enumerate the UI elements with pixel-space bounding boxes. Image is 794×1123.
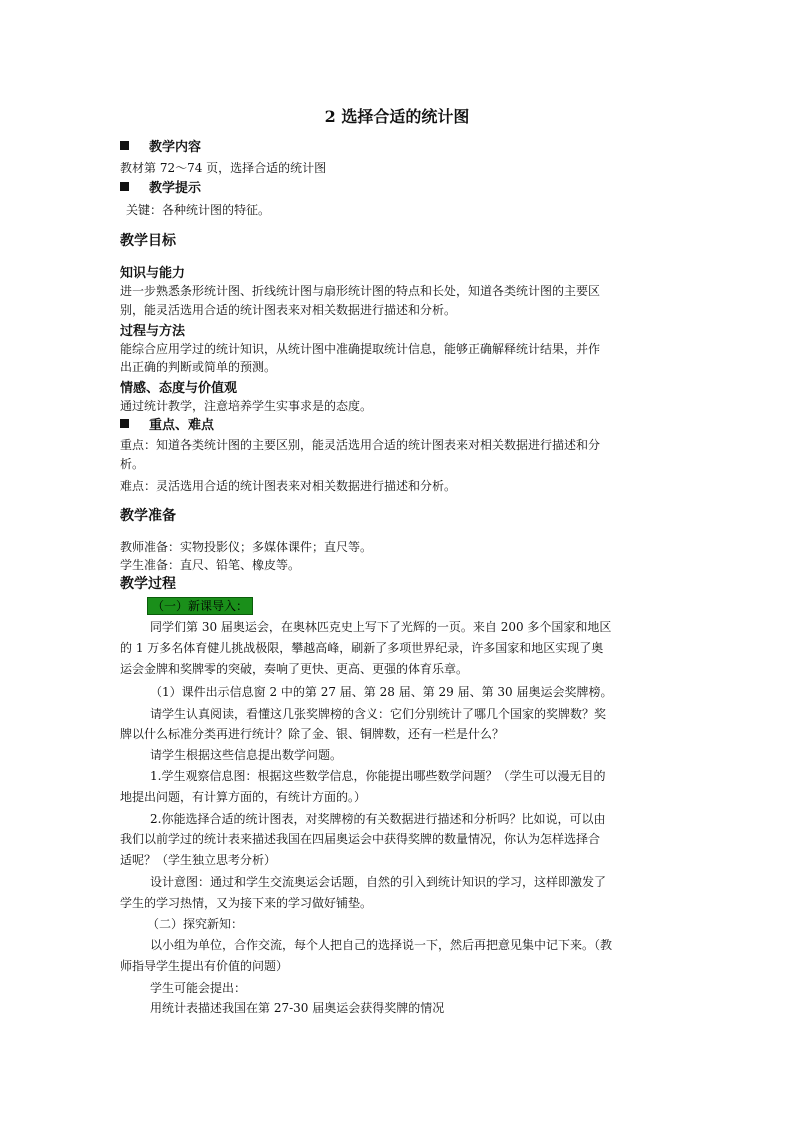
- process-heading: 教学过程: [120, 576, 176, 592]
- content-heading-line: [120, 139, 201, 156]
- para8-line1: 以小组为单位，合作交流，每个人把自己的选择说一下，然后再把意见集中记下来。（教: [150, 938, 613, 952]
- square-bullet-icon: [120, 419, 129, 428]
- step1-highlight-label: （一）新课导入：: [147, 597, 253, 615]
- goal2-heading: 过程与方法: [120, 324, 186, 339]
- prep-line2: 学生准备：直尺、铅笔、橡皮等。: [120, 558, 301, 572]
- key-line1: 重点：知道各类统计图的主要区别，能灵活选用合适的统计图表来对相关数据进行描述和分: [120, 438, 601, 452]
- prep-heading: 教学准备: [120, 508, 176, 524]
- step1-label-line: [147, 598, 253, 614]
- goal1-heading: 知识与能力: [120, 266, 186, 281]
- key-heading: 重点、难点: [149, 418, 215, 433]
- lesson-title: 2 选择合适的统计图: [324, 107, 470, 126]
- para1-line1: 同学们第 30 届奥运会，在奥林匹克史上写下了光辉的一页。来自 200 多个国家和地区: [150, 620, 612, 634]
- para1-line3: 运会金牌和奖牌零的突破，奏响了更快、更高、更强的体育乐章。: [120, 662, 469, 676]
- para10: 用统计表描述我国在第 27-30 届奥运会获得奖牌的情况: [150, 1001, 445, 1015]
- square-bullet-icon: [120, 141, 129, 150]
- key-heading-line: [120, 417, 214, 434]
- para5-line1: 1.学生观察信息图：根据这些数学信息，你能提出哪些数学问题？（学生可以漫无目的: [150, 769, 606, 783]
- para3-line1: 请学生认真阅读，看懂这几张奖牌榜的含义：它们分别统计了哪几个国家的奖牌数？奖: [150, 707, 607, 721]
- para9: 学生可能会提出：: [150, 981, 247, 995]
- para5-line2: 地提出问题，有计算方面的，有统计方面的。）: [120, 790, 367, 804]
- para2: （1）课件出示信息窗 2 中的第 27 届、第 28 届、第 29 届、第 30 届奥运会奖牌榜。: [150, 685, 613, 699]
- square-bullet-icon: [120, 182, 129, 191]
- para6-line1: 2.你能选择合适的统计图表，对奖牌榜的有关数据进行描述和分析吗？比如说，可以由: [150, 812, 606, 826]
- goal3-heading: 情感、态度与价值观: [120, 381, 238, 396]
- para3-line2: 牌以什么标准分类再进行统计？除了金、银、铜牌数，还有一栏是什么？: [120, 727, 505, 741]
- key-line2: 析。: [120, 457, 145, 471]
- content-heading: 教学内容: [149, 140, 202, 155]
- goal1-line1: 进一步熟悉条形统计图、折线统计图与扇形统计图的特点和长处，知道各类统计图的主要区: [120, 284, 601, 298]
- step2-label: （二）探究新知：: [147, 917, 244, 931]
- goal3-line1: 通过统计教学，注意培养学生实事求是的态度。: [120, 399, 373, 413]
- key-line3: 难点：灵活选用合适的统计图表来对相关数据进行描述和分析。: [120, 479, 457, 493]
- goal1-line2: 别，能灵活选用合适的统计图表来对相关数据进行描述和分析。: [120, 303, 457, 317]
- para8-line2: 师指导学生提出有价值的问题）: [120, 959, 289, 973]
- goal2-line2: 出正确的判断或简单的预测。: [120, 360, 277, 374]
- tips-text: 关键：各种统计图的特征。: [126, 203, 271, 217]
- para6-line3: 适呢？（学生独立思考分析）: [120, 853, 277, 867]
- goal2-line1: 能综合应用学过的统计知识，从统计图中准确提取统计信息，能够正确解释统计结果，并作: [120, 342, 601, 356]
- tips-heading-line: [120, 180, 201, 197]
- prep-line1: 教师准备：实物投影仪；多媒体课件；直尺等。: [120, 540, 373, 554]
- para1-line2: 的 1 万多名体育健儿挑战极限，攀越高峰，刷新了多项世界纪录，许多国家和地区实现了奥: [120, 641, 604, 655]
- para6-line2: 我们以前学过的统计表来描述我国在四届奥运会中获得奖牌的数量情况，你认为怎样选择合: [120, 832, 601, 846]
- goals-heading: 教学目标: [120, 233, 176, 249]
- tips-heading: 教学提示: [149, 181, 202, 196]
- para7-line2: 学生的学习热情，又为接下来的学习做好铺垫。: [120, 896, 373, 910]
- para4: 请学生根据这些信息提出数学问题。: [150, 748, 343, 762]
- content-text: 教材第 72～74 页，选择合适的统计图: [120, 161, 327, 175]
- para7-line1: 设计意图：通过和学生交流奥运会话题，自然的引入到统计知识的学习，这样即激发了: [150, 875, 607, 889]
